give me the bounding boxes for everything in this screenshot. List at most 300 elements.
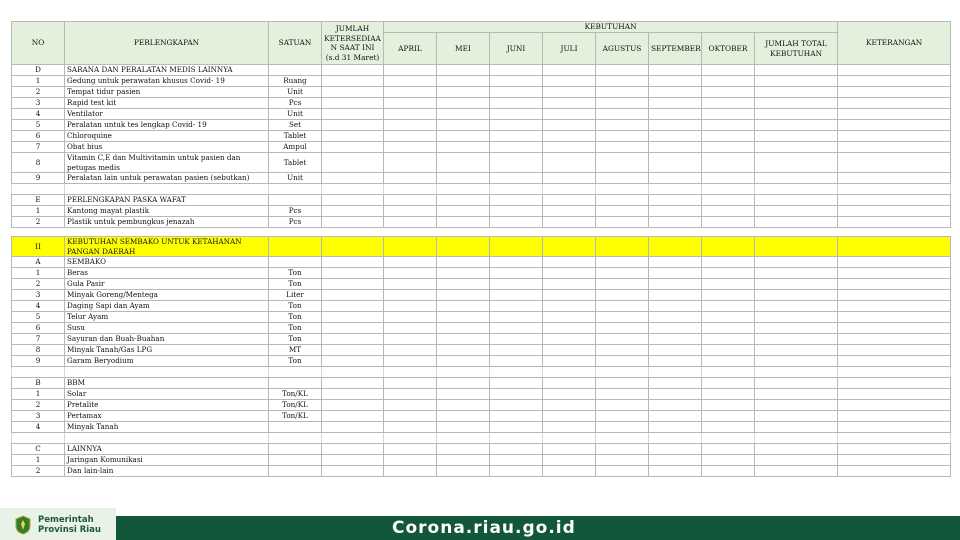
row-value-cell[interactable] bbox=[596, 422, 649, 433]
row-value-cell[interactable] bbox=[437, 217, 490, 228]
row-value-cell[interactable] bbox=[437, 195, 490, 206]
row-value-cell[interactable] bbox=[702, 76, 755, 87]
row-value-cell[interactable] bbox=[543, 345, 596, 356]
row-value-cell[interactable] bbox=[838, 301, 951, 312]
row-value-cell[interactable] bbox=[384, 422, 437, 433]
row-value-cell[interactable] bbox=[649, 411, 702, 422]
row-value-cell[interactable] bbox=[490, 65, 543, 76]
row-value-cell[interactable] bbox=[838, 444, 951, 455]
row-value-cell[interactable] bbox=[596, 142, 649, 153]
row-value-cell[interactable] bbox=[322, 65, 384, 76]
row-value-cell[interactable] bbox=[596, 411, 649, 422]
row-value-cell[interactable] bbox=[702, 195, 755, 206]
row-value-cell[interactable] bbox=[437, 98, 490, 109]
row-value-cell[interactable] bbox=[322, 109, 384, 120]
row-value-cell[interactable] bbox=[490, 98, 543, 109]
row-value-cell[interactable] bbox=[649, 217, 702, 228]
row-value-cell[interactable] bbox=[755, 173, 838, 184]
row-value-cell[interactable] bbox=[596, 131, 649, 142]
row-value-cell[interactable] bbox=[322, 356, 384, 367]
row-value-cell[interactable] bbox=[755, 455, 838, 466]
row-value-cell[interactable] bbox=[838, 228, 951, 237]
row-value-cell[interactable] bbox=[596, 65, 649, 76]
row-value-cell[interactable] bbox=[838, 195, 951, 206]
row-value-cell[interactable] bbox=[490, 411, 543, 422]
row-value-cell[interactable] bbox=[702, 367, 755, 378]
row-value-cell[interactable] bbox=[322, 76, 384, 87]
row-value-cell[interactable] bbox=[384, 433, 437, 444]
row-value-cell[interactable] bbox=[490, 367, 543, 378]
row-value-cell[interactable] bbox=[596, 87, 649, 98]
row-value-cell[interactable] bbox=[702, 433, 755, 444]
row-value-cell[interactable] bbox=[596, 323, 649, 334]
row-value-cell[interactable] bbox=[838, 411, 951, 422]
row-value-cell[interactable] bbox=[649, 153, 702, 173]
row-value-cell[interactable] bbox=[437, 301, 490, 312]
row-value-cell[interactable] bbox=[384, 65, 437, 76]
row-value-cell[interactable] bbox=[596, 120, 649, 131]
row-value-cell[interactable] bbox=[649, 65, 702, 76]
row-value-cell[interactable] bbox=[596, 279, 649, 290]
row-value-cell[interactable] bbox=[437, 455, 490, 466]
row-value-cell[interactable] bbox=[543, 131, 596, 142]
row-value-cell[interactable] bbox=[322, 422, 384, 433]
row-value-cell[interactable] bbox=[384, 184, 437, 195]
row-value-cell[interactable] bbox=[755, 257, 838, 268]
row-value-cell[interactable] bbox=[437, 378, 490, 389]
row-value-cell[interactable] bbox=[649, 323, 702, 334]
row-value-cell[interactable] bbox=[543, 195, 596, 206]
row-value-cell[interactable] bbox=[838, 217, 951, 228]
row-value-cell[interactable] bbox=[543, 268, 596, 279]
row-value-cell[interactable] bbox=[649, 279, 702, 290]
row-value-cell[interactable] bbox=[838, 290, 951, 301]
row-value-cell[interactable] bbox=[755, 109, 838, 120]
row-value-cell[interactable] bbox=[755, 131, 838, 142]
row-value-cell[interactable] bbox=[490, 323, 543, 334]
row-value-cell[interactable] bbox=[322, 206, 384, 217]
row-value-cell[interactable] bbox=[755, 217, 838, 228]
row-value-cell[interactable] bbox=[384, 444, 437, 455]
row-value-cell[interactable] bbox=[596, 257, 649, 268]
row-value-cell[interactable] bbox=[596, 466, 649, 477]
row-value-cell[interactable] bbox=[437, 334, 490, 345]
row-value-cell[interactable] bbox=[490, 378, 543, 389]
row-value-cell[interactable] bbox=[437, 120, 490, 131]
row-value-cell[interactable] bbox=[543, 228, 596, 237]
row-value-cell[interactable] bbox=[437, 279, 490, 290]
row-value-cell[interactable] bbox=[543, 389, 596, 400]
row-value-cell[interactable] bbox=[596, 109, 649, 120]
row-value-cell[interactable] bbox=[322, 142, 384, 153]
row-value-cell[interactable] bbox=[490, 237, 543, 257]
row-value-cell[interactable] bbox=[702, 153, 755, 173]
row-value-cell[interactable] bbox=[702, 455, 755, 466]
row-value-cell[interactable] bbox=[755, 65, 838, 76]
row-value-cell[interactable] bbox=[702, 206, 755, 217]
row-value-cell[interactable] bbox=[649, 356, 702, 367]
row-value-cell[interactable] bbox=[649, 257, 702, 268]
row-value-cell[interactable] bbox=[543, 237, 596, 257]
row-value-cell[interactable] bbox=[543, 142, 596, 153]
row-value-cell[interactable] bbox=[322, 228, 384, 237]
row-value-cell[interactable] bbox=[838, 433, 951, 444]
row-value-cell[interactable] bbox=[384, 367, 437, 378]
row-value-cell[interactable] bbox=[838, 400, 951, 411]
row-value-cell[interactable] bbox=[702, 279, 755, 290]
row-value-cell[interactable] bbox=[322, 411, 384, 422]
row-value-cell[interactable] bbox=[702, 131, 755, 142]
row-value-cell[interactable] bbox=[838, 367, 951, 378]
row-value-cell[interactable] bbox=[384, 312, 437, 323]
row-value-cell[interactable] bbox=[322, 268, 384, 279]
row-value-cell[interactable] bbox=[543, 76, 596, 87]
row-value-cell[interactable] bbox=[838, 268, 951, 279]
row-value-cell[interactable] bbox=[543, 334, 596, 345]
row-value-cell[interactable] bbox=[755, 312, 838, 323]
row-value-cell[interactable] bbox=[596, 290, 649, 301]
row-value-cell[interactable] bbox=[437, 290, 490, 301]
row-value-cell[interactable] bbox=[702, 228, 755, 237]
row-value-cell[interactable] bbox=[543, 367, 596, 378]
row-value-cell[interactable] bbox=[322, 87, 384, 98]
row-value-cell[interactable] bbox=[649, 367, 702, 378]
row-value-cell[interactable] bbox=[755, 400, 838, 411]
row-value-cell[interactable] bbox=[649, 98, 702, 109]
row-value-cell[interactable] bbox=[437, 400, 490, 411]
row-value-cell[interactable] bbox=[649, 301, 702, 312]
row-value-cell[interactable] bbox=[437, 433, 490, 444]
row-value-cell[interactable] bbox=[543, 378, 596, 389]
row-value-cell[interactable] bbox=[649, 120, 702, 131]
row-value-cell[interactable] bbox=[384, 301, 437, 312]
row-value-cell[interactable] bbox=[702, 65, 755, 76]
row-value-cell[interactable] bbox=[838, 345, 951, 356]
row-value-cell[interactable] bbox=[543, 411, 596, 422]
row-value-cell[interactable] bbox=[490, 334, 543, 345]
row-value-cell[interactable] bbox=[384, 378, 437, 389]
row-value-cell[interactable] bbox=[838, 389, 951, 400]
row-value-cell[interactable] bbox=[384, 455, 437, 466]
row-value-cell[interactable] bbox=[755, 389, 838, 400]
row-value-cell[interactable] bbox=[322, 217, 384, 228]
row-value-cell[interactable] bbox=[838, 466, 951, 477]
row-value-cell[interactable] bbox=[596, 153, 649, 173]
row-value-cell[interactable] bbox=[543, 422, 596, 433]
row-value-cell[interactable] bbox=[437, 389, 490, 400]
row-value-cell[interactable] bbox=[702, 444, 755, 455]
row-value-cell[interactable] bbox=[437, 87, 490, 98]
row-value-cell[interactable] bbox=[649, 76, 702, 87]
row-value-cell[interactable] bbox=[702, 334, 755, 345]
row-value-cell[interactable] bbox=[322, 455, 384, 466]
row-value-cell[interactable] bbox=[649, 422, 702, 433]
row-value-cell[interactable] bbox=[543, 466, 596, 477]
row-value-cell[interactable] bbox=[490, 142, 543, 153]
row-value-cell[interactable] bbox=[543, 444, 596, 455]
row-value-cell[interactable] bbox=[702, 345, 755, 356]
row-value-cell[interactable] bbox=[490, 195, 543, 206]
row-value-cell[interactable] bbox=[322, 257, 384, 268]
row-value-cell[interactable] bbox=[384, 268, 437, 279]
row-value-cell[interactable] bbox=[649, 131, 702, 142]
row-value-cell[interactable] bbox=[596, 312, 649, 323]
row-value-cell[interactable] bbox=[322, 98, 384, 109]
row-value-cell[interactable] bbox=[838, 257, 951, 268]
row-value-cell[interactable] bbox=[543, 87, 596, 98]
row-value-cell[interactable] bbox=[702, 217, 755, 228]
row-value-cell[interactable] bbox=[490, 312, 543, 323]
row-value-cell[interactable] bbox=[384, 279, 437, 290]
row-value-cell[interactable] bbox=[437, 131, 490, 142]
row-value-cell[interactable] bbox=[384, 466, 437, 477]
row-value-cell[interactable] bbox=[702, 120, 755, 131]
row-value-cell[interactable] bbox=[702, 323, 755, 334]
row-value-cell[interactable] bbox=[702, 142, 755, 153]
row-value-cell[interactable] bbox=[596, 345, 649, 356]
row-value-cell[interactable] bbox=[490, 444, 543, 455]
row-value-cell[interactable] bbox=[596, 98, 649, 109]
row-value-cell[interactable] bbox=[596, 433, 649, 444]
row-value-cell[interactable] bbox=[543, 433, 596, 444]
row-value-cell[interactable] bbox=[437, 444, 490, 455]
row-value-cell[interactable] bbox=[490, 279, 543, 290]
website-url[interactable]: Corona.riau.go.id bbox=[392, 518, 576, 538]
row-value-cell[interactable] bbox=[838, 184, 951, 195]
row-value-cell[interactable] bbox=[322, 184, 384, 195]
row-value-cell[interactable] bbox=[543, 206, 596, 217]
row-value-cell[interactable] bbox=[490, 455, 543, 466]
row-value-cell[interactable] bbox=[596, 301, 649, 312]
row-value-cell[interactable] bbox=[838, 109, 951, 120]
row-value-cell[interactable] bbox=[649, 378, 702, 389]
row-value-cell[interactable] bbox=[543, 323, 596, 334]
row-value-cell[interactable] bbox=[384, 98, 437, 109]
row-value-cell[interactable] bbox=[755, 184, 838, 195]
row-value-cell[interactable] bbox=[322, 389, 384, 400]
row-value-cell[interactable] bbox=[322, 237, 384, 257]
row-value-cell[interactable] bbox=[649, 433, 702, 444]
row-value-cell[interactable] bbox=[755, 98, 838, 109]
row-value-cell[interactable] bbox=[543, 173, 596, 184]
row-value-cell[interactable] bbox=[322, 444, 384, 455]
row-value-cell[interactable] bbox=[755, 153, 838, 173]
row-value-cell[interactable] bbox=[322, 367, 384, 378]
row-value-cell[interactable] bbox=[490, 206, 543, 217]
row-value-cell[interactable] bbox=[649, 237, 702, 257]
row-value-cell[interactable] bbox=[649, 206, 702, 217]
row-value-cell[interactable] bbox=[838, 87, 951, 98]
row-value-cell[interactable] bbox=[755, 334, 838, 345]
row-value-cell[interactable] bbox=[702, 237, 755, 257]
row-value-cell[interactable] bbox=[755, 206, 838, 217]
row-value-cell[interactable] bbox=[838, 98, 951, 109]
row-value-cell[interactable] bbox=[596, 184, 649, 195]
row-value-cell[interactable] bbox=[755, 290, 838, 301]
row-value-cell[interactable] bbox=[838, 142, 951, 153]
row-value-cell[interactable] bbox=[437, 257, 490, 268]
row-value-cell[interactable] bbox=[490, 268, 543, 279]
row-value-cell[interactable] bbox=[384, 290, 437, 301]
row-value-cell[interactable] bbox=[702, 184, 755, 195]
row-value-cell[interactable] bbox=[543, 312, 596, 323]
row-value-cell[interactable] bbox=[437, 228, 490, 237]
row-value-cell[interactable] bbox=[437, 237, 490, 257]
row-value-cell[interactable] bbox=[649, 444, 702, 455]
row-value-cell[interactable] bbox=[755, 87, 838, 98]
row-value-cell[interactable] bbox=[322, 195, 384, 206]
row-value-cell[interactable] bbox=[755, 301, 838, 312]
row-value-cell[interactable] bbox=[838, 356, 951, 367]
row-value-cell[interactable] bbox=[596, 195, 649, 206]
row-value-cell[interactable] bbox=[649, 109, 702, 120]
row-value-cell[interactable] bbox=[649, 334, 702, 345]
row-value-cell[interactable] bbox=[755, 422, 838, 433]
row-value-cell[interactable] bbox=[384, 195, 437, 206]
row-value-cell[interactable] bbox=[322, 400, 384, 411]
row-value-cell[interactable] bbox=[384, 109, 437, 120]
row-value-cell[interactable] bbox=[838, 153, 951, 173]
row-value-cell[interactable] bbox=[384, 228, 437, 237]
row-value-cell[interactable] bbox=[437, 76, 490, 87]
row-value-cell[interactable] bbox=[437, 323, 490, 334]
row-value-cell[interactable] bbox=[596, 217, 649, 228]
row-value-cell[interactable] bbox=[543, 217, 596, 228]
row-value-cell[interactable] bbox=[596, 237, 649, 257]
row-value-cell[interactable] bbox=[702, 87, 755, 98]
row-value-cell[interactable] bbox=[596, 206, 649, 217]
row-value-cell[interactable] bbox=[649, 466, 702, 477]
row-value-cell[interactable] bbox=[384, 131, 437, 142]
row-value-cell[interactable] bbox=[490, 217, 543, 228]
row-value-cell[interactable] bbox=[322, 433, 384, 444]
row-value-cell[interactable] bbox=[702, 268, 755, 279]
row-value-cell[interactable] bbox=[437, 367, 490, 378]
row-value-cell[interactable] bbox=[596, 173, 649, 184]
row-value-cell[interactable] bbox=[437, 422, 490, 433]
row-value-cell[interactable] bbox=[322, 466, 384, 477]
row-value-cell[interactable] bbox=[755, 433, 838, 444]
row-value-cell[interactable] bbox=[322, 173, 384, 184]
row-value-cell[interactable] bbox=[702, 422, 755, 433]
row-value-cell[interactable] bbox=[490, 466, 543, 477]
row-value-cell[interactable] bbox=[596, 367, 649, 378]
row-value-cell[interactable] bbox=[543, 400, 596, 411]
row-value-cell[interactable] bbox=[649, 400, 702, 411]
row-value-cell[interactable] bbox=[649, 455, 702, 466]
row-value-cell[interactable] bbox=[384, 323, 437, 334]
row-value-cell[interactable] bbox=[384, 237, 437, 257]
row-value-cell[interactable] bbox=[384, 389, 437, 400]
row-value-cell[interactable] bbox=[384, 217, 437, 228]
row-value-cell[interactable] bbox=[437, 268, 490, 279]
row-value-cell[interactable] bbox=[322, 345, 384, 356]
row-value-cell[interactable] bbox=[702, 466, 755, 477]
row-value-cell[interactable] bbox=[384, 345, 437, 356]
row-value-cell[interactable] bbox=[322, 334, 384, 345]
row-value-cell[interactable] bbox=[490, 109, 543, 120]
row-value-cell[interactable] bbox=[543, 257, 596, 268]
row-value-cell[interactable] bbox=[755, 120, 838, 131]
row-value-cell[interactable] bbox=[649, 173, 702, 184]
row-value-cell[interactable] bbox=[649, 184, 702, 195]
row-value-cell[interactable] bbox=[437, 466, 490, 477]
row-value-cell[interactable] bbox=[596, 455, 649, 466]
row-value-cell[interactable] bbox=[755, 367, 838, 378]
row-value-cell[interactable] bbox=[322, 153, 384, 173]
row-value-cell[interactable] bbox=[755, 411, 838, 422]
row-value-cell[interactable] bbox=[384, 356, 437, 367]
row-value-cell[interactable] bbox=[702, 257, 755, 268]
row-value-cell[interactable] bbox=[838, 76, 951, 87]
row-value-cell[interactable] bbox=[437, 153, 490, 173]
row-value-cell[interactable] bbox=[543, 65, 596, 76]
row-value-cell[interactable] bbox=[702, 109, 755, 120]
row-value-cell[interactable] bbox=[838, 323, 951, 334]
row-value-cell[interactable] bbox=[838, 206, 951, 217]
row-value-cell[interactable] bbox=[384, 173, 437, 184]
row-value-cell[interactable] bbox=[384, 153, 437, 173]
row-value-cell[interactable] bbox=[490, 173, 543, 184]
row-value-cell[interactable] bbox=[322, 312, 384, 323]
row-value-cell[interactable] bbox=[596, 356, 649, 367]
row-value-cell[interactable] bbox=[838, 422, 951, 433]
row-value-cell[interactable] bbox=[384, 400, 437, 411]
row-value-cell[interactable] bbox=[649, 268, 702, 279]
row-value-cell[interactable] bbox=[543, 120, 596, 131]
row-value-cell[interactable] bbox=[490, 400, 543, 411]
row-value-cell[interactable] bbox=[384, 411, 437, 422]
row-value-cell[interactable] bbox=[490, 184, 543, 195]
row-value-cell[interactable] bbox=[437, 411, 490, 422]
row-value-cell[interactable] bbox=[490, 433, 543, 444]
row-value-cell[interactable] bbox=[755, 76, 838, 87]
row-value-cell[interactable] bbox=[755, 142, 838, 153]
row-value-cell[interactable] bbox=[755, 345, 838, 356]
row-value-cell[interactable] bbox=[838, 378, 951, 389]
row-value-cell[interactable] bbox=[702, 411, 755, 422]
row-value-cell[interactable] bbox=[838, 120, 951, 131]
row-value-cell[interactable] bbox=[322, 279, 384, 290]
row-value-cell[interactable] bbox=[437, 356, 490, 367]
row-value-cell[interactable] bbox=[649, 290, 702, 301]
row-value-cell[interactable] bbox=[490, 131, 543, 142]
row-value-cell[interactable] bbox=[490, 87, 543, 98]
row-value-cell[interactable] bbox=[755, 268, 838, 279]
row-value-cell[interactable] bbox=[543, 279, 596, 290]
row-value-cell[interactable] bbox=[490, 356, 543, 367]
row-value-cell[interactable] bbox=[755, 356, 838, 367]
row-value-cell[interactable] bbox=[437, 65, 490, 76]
row-value-cell[interactable] bbox=[838, 334, 951, 345]
row-value-cell[interactable] bbox=[490, 301, 543, 312]
row-value-cell[interactable] bbox=[755, 228, 838, 237]
row-value-cell[interactable] bbox=[702, 301, 755, 312]
row-value-cell[interactable] bbox=[543, 184, 596, 195]
row-value-cell[interactable] bbox=[490, 120, 543, 131]
row-value-cell[interactable] bbox=[702, 173, 755, 184]
row-value-cell[interactable] bbox=[838, 279, 951, 290]
row-value-cell[interactable] bbox=[702, 400, 755, 411]
row-value-cell[interactable] bbox=[596, 76, 649, 87]
row-value-cell[interactable] bbox=[702, 290, 755, 301]
row-value-cell[interactable] bbox=[384, 76, 437, 87]
row-value-cell[interactable] bbox=[702, 389, 755, 400]
row-value-cell[interactable] bbox=[543, 109, 596, 120]
row-value-cell[interactable] bbox=[596, 228, 649, 237]
row-value-cell[interactable] bbox=[649, 312, 702, 323]
row-value-cell[interactable] bbox=[437, 109, 490, 120]
